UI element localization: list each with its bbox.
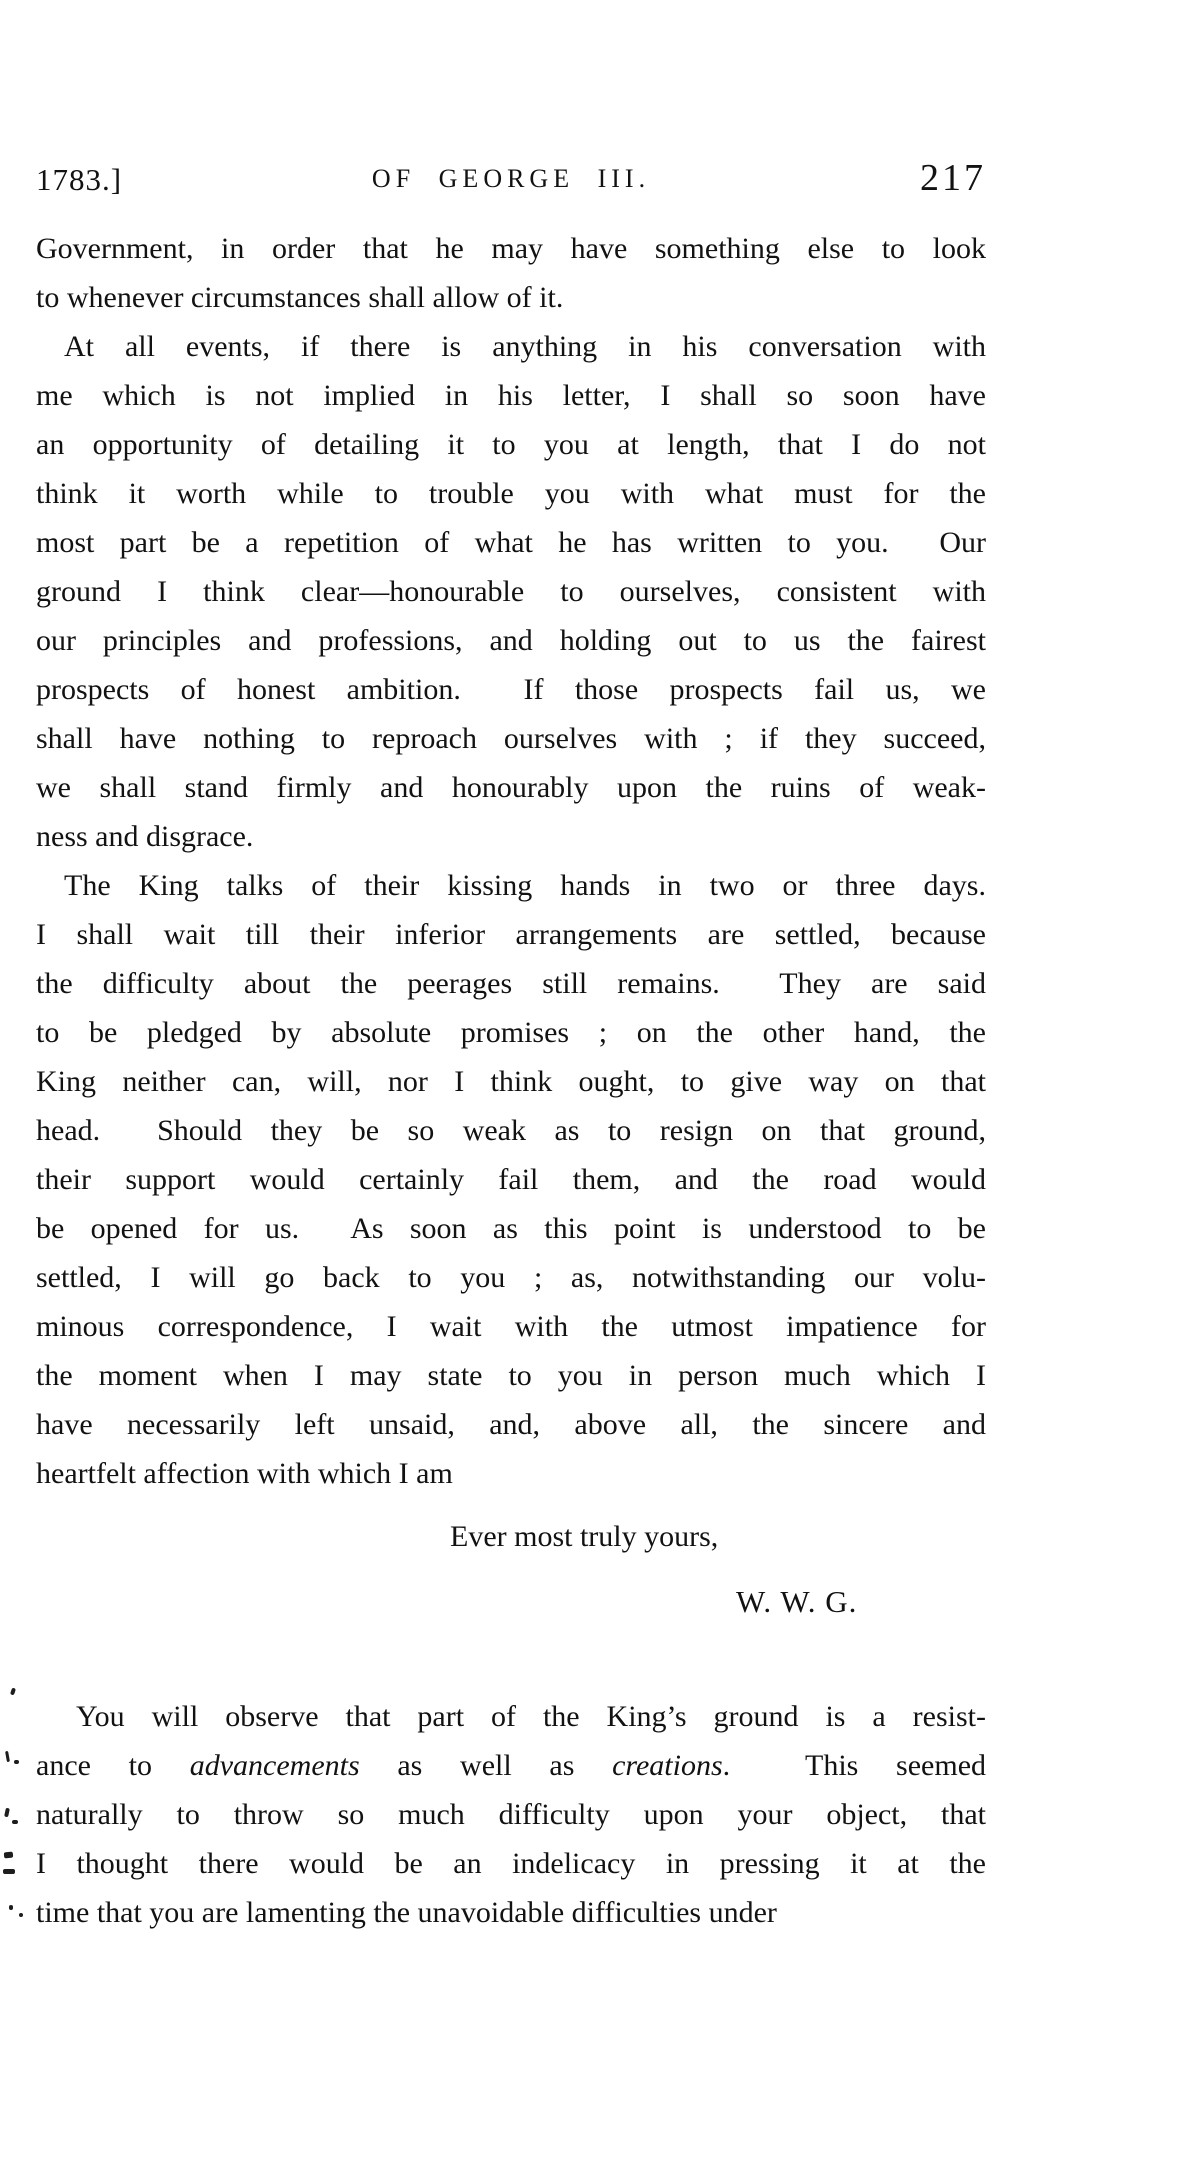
text-segment: as well as	[359, 1749, 613, 1782]
text-segment: shall have nothing to reproach ourselves with ; if they succeed,	[36, 722, 986, 755]
text-segment: King neither can, will, nor I think ought, to give way on that	[36, 1065, 986, 1098]
valediction: Ever most truly yours,	[450, 1520, 719, 1553]
text-segment: we shall stand firmly and honourably upon the ruins of weak-	[36, 771, 986, 804]
paragraph	[36, 861, 986, 1498]
text-line	[36, 1888, 986, 1937]
text-line	[36, 665, 986, 714]
text-segment: . This seemed	[722, 1749, 987, 1782]
text-line	[36, 469, 986, 518]
text-segment: At all events, if there is anything in his conversation with	[64, 330, 986, 363]
text-line	[36, 910, 986, 959]
text-line	[36, 1253, 986, 1302]
text-segment: to whenever circumstances shall allow of it.	[36, 281, 564, 314]
text-line	[36, 812, 986, 861]
text-segment: the difficulty about the peerages still remains. They are said	[36, 967, 986, 1000]
text-line	[36, 1400, 986, 1449]
text-line	[36, 861, 986, 910]
text-segment: ground I think clear—honourable to ourselves, consistent with	[36, 575, 986, 608]
text-segment: the moment when I may state to you in person much which I	[36, 1359, 986, 1392]
text-segment: heartfelt affection with which I am	[36, 1457, 453, 1490]
header-running-title: OF GEORGE III.	[371, 164, 651, 193]
paragraph	[36, 322, 986, 861]
text-line	[36, 1839, 986, 1888]
text-line	[36, 518, 986, 567]
text-segment: ance to	[36, 1749, 190, 1782]
text-line	[36, 567, 986, 616]
text-segment: ness and disgrace.	[36, 820, 254, 853]
emphasized-text: creations	[612, 1749, 723, 1782]
text-segment: think it worth while to trouble you with what must for the	[36, 477, 986, 510]
text-segment: I thought there would be an indelicacy in pressing it at the	[36, 1847, 986, 1880]
letter-paragraphs	[36, 224, 986, 1498]
text-line	[36, 714, 986, 763]
text-line	[36, 1790, 986, 1839]
text-line	[36, 224, 986, 273]
ink-speck	[9, 1905, 13, 1910]
ink-speck	[12, 1820, 18, 1824]
text-segment: naturally to throw so much difficulty upon your object, that	[36, 1798, 986, 1831]
ink-speck	[19, 1913, 23, 1917]
text-segment: our principles and professions, and holding out to us the fairest	[36, 624, 986, 657]
text-segment: minous correspondence, I wait with the utmost impatience for	[36, 1310, 986, 1343]
ink-speck	[14, 1760, 19, 1764]
header-year: 1783.]	[36, 162, 123, 197]
text-segment: head. Should they be so weak as to resign on that ground,	[36, 1114, 986, 1147]
header-page-number: 217	[920, 157, 986, 199]
text-segment: their support would certainly fail them, and the road would	[36, 1163, 986, 1196]
text-line	[36, 763, 986, 812]
text-line	[36, 1057, 986, 1106]
text-line	[36, 959, 986, 1008]
postscript-paragraphs	[36, 1692, 986, 1937]
paragraph	[36, 224, 986, 322]
ink-speck	[5, 1751, 10, 1762]
signature: W. W. G.	[736, 1584, 858, 1619]
text-line	[36, 371, 986, 420]
text-line	[36, 1741, 986, 1790]
text-line	[36, 1302, 986, 1351]
emphasized-text: advancements	[189, 1749, 360, 1782]
ink-speck	[4, 1852, 14, 1859]
text-line	[36, 1155, 986, 1204]
text-segment: most part be a repetition of what he has written to you. Our	[36, 526, 986, 559]
text-segment: an opportunity of detailing it to you at length, that I do not	[36, 428, 986, 461]
text-segment: me which is not implied in his letter, I shall so soon have	[36, 379, 986, 412]
text-line	[36, 1204, 986, 1253]
text-line	[36, 420, 986, 469]
running-header	[36, 148, 986, 200]
text-line	[36, 1351, 986, 1400]
text-line	[36, 1449, 986, 1498]
text-line	[36, 616, 986, 665]
text-segment: to be pledged by absolute promises ; on the other hand, the	[36, 1016, 986, 1049]
text-segment: Government, in order that he may have something else to look	[36, 232, 986, 265]
text-segment: time that you are lamenting the unavoidable difficulties under	[36, 1896, 777, 1929]
text-segment: have necessarily left unsaid, and, above all, the sincere and	[36, 1408, 986, 1441]
paragraph	[36, 1692, 986, 1937]
text-block	[36, 148, 986, 1937]
text-line	[36, 1106, 986, 1155]
ink-speck	[10, 1688, 16, 1696]
text-segment: I shall wait till their inferior arrangements are settled, because	[36, 918, 986, 951]
text-line	[36, 322, 986, 371]
text-line	[36, 273, 986, 322]
letter-body	[36, 224, 986, 1937]
text-segment: The King talks of their kissing hands in two or three days.	[64, 869, 986, 902]
ink-speck	[3, 1869, 15, 1874]
text-line	[36, 1008, 986, 1057]
text-segment: prospects of honest ambition. If those prospects fail us, we	[36, 673, 986, 706]
ink-speck	[4, 1808, 10, 1818]
text-line	[36, 1692, 986, 1741]
text-segment: You will observe that part of the King’s ground is a resist-	[76, 1700, 986, 1733]
text-segment: be opened for us. As soon as this point is understood to be	[36, 1212, 986, 1245]
text-segment: settled, I will go back to you ; as, notwithstanding our volu-	[36, 1261, 986, 1294]
